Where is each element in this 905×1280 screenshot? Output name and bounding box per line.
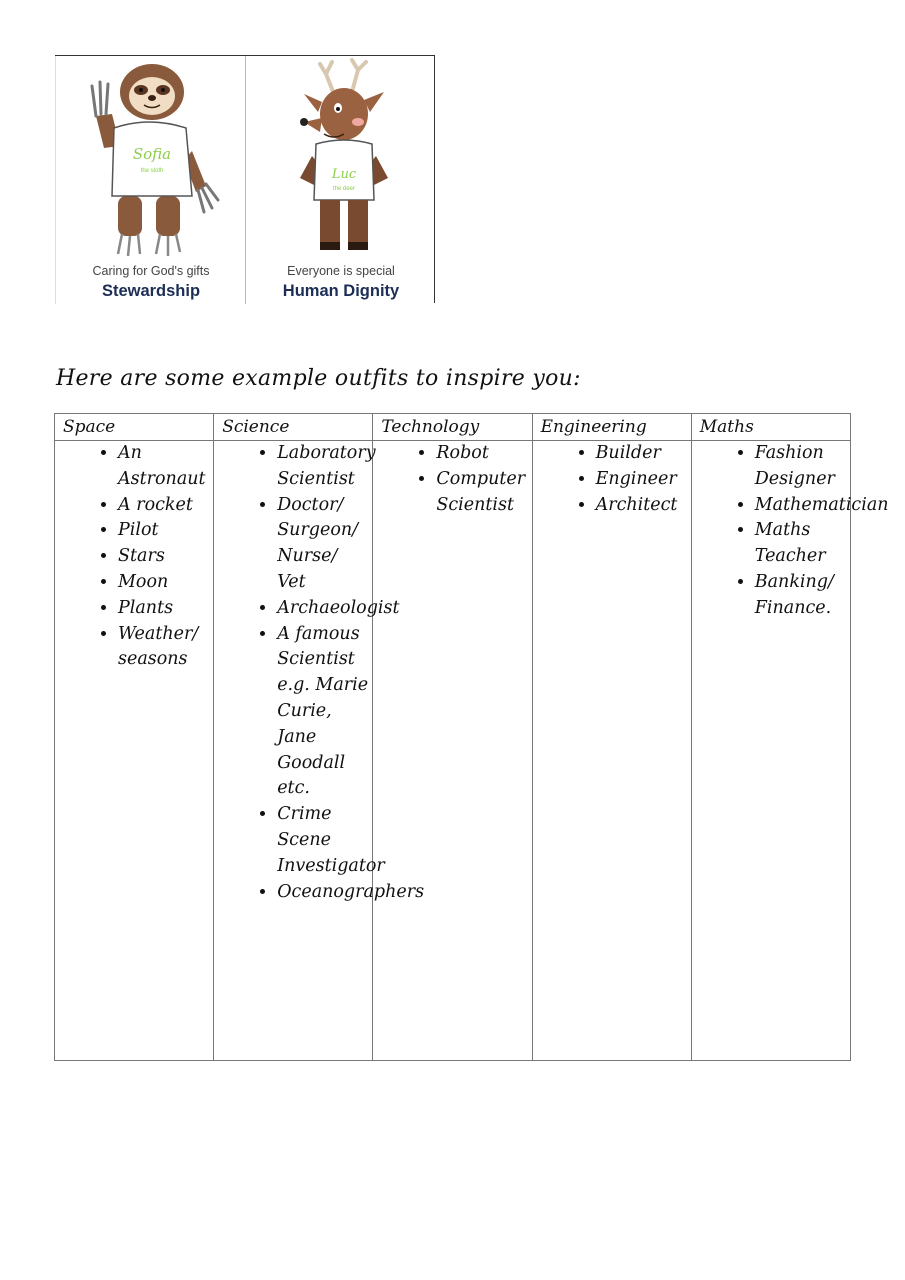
header-space: Space bbox=[55, 414, 214, 441]
list-item: • Doctor/ Surgeon/ Nurse/ Vet bbox=[277, 493, 368, 596]
science-list bbox=[214, 441, 425, 905]
cell-engineering bbox=[532, 441, 691, 1061]
list-item: • A famous Scientist e.g. Marie Curie, Jane Goodall etc. bbox=[277, 622, 368, 803]
list-item: • Computer Scientist bbox=[436, 467, 527, 519]
header-technology: Technology bbox=[373, 414, 532, 441]
deer-mascot-illustration bbox=[246, 56, 436, 261]
header-science: Science bbox=[214, 414, 373, 441]
list-item: • Architect bbox=[596, 493, 687, 519]
space-list bbox=[55, 441, 213, 673]
table-row bbox=[55, 441, 851, 1061]
sloth-shirt-subtitle: the sloth bbox=[140, 168, 164, 174]
human-dignity-panel bbox=[245, 56, 436, 304]
list-item: • Laboratory Scientist bbox=[277, 441, 368, 493]
human-dignity-caption: Everyone is special bbox=[287, 264, 395, 278]
list-item: • Fashion Designer bbox=[755, 441, 846, 493]
outfits-table bbox=[54, 413, 889, 1061]
list-item: • Archaeologist bbox=[277, 596, 368, 622]
stewardship-panel bbox=[55, 56, 246, 304]
list-item: • Banking/ Finance. bbox=[755, 570, 846, 622]
technology-list bbox=[373, 441, 531, 518]
list-item: • Plants bbox=[118, 596, 209, 622]
table-header-row bbox=[55, 414, 851, 441]
list-item: • Pilot bbox=[118, 518, 209, 544]
list-item: • Robot bbox=[436, 441, 527, 467]
header-engineering: Engineering bbox=[532, 414, 691, 441]
list-item: • A rocket bbox=[118, 493, 209, 519]
values-banner bbox=[55, 55, 435, 303]
maths-list bbox=[692, 441, 889, 622]
list-item: • Oceanographers bbox=[277, 880, 368, 906]
cell-maths bbox=[691, 441, 889, 1061]
stewardship-title: Stewardship bbox=[101, 282, 201, 300]
list-item: • Moon bbox=[118, 570, 209, 596]
list-item: • Stars bbox=[118, 544, 209, 570]
deer-shirt-subtitle: the deer bbox=[332, 186, 356, 192]
header-maths: Maths bbox=[691, 414, 850, 441]
list-item: • Crime Scene Investigator bbox=[277, 802, 368, 879]
stewardship-caption: Caring for God's gifts bbox=[92, 264, 210, 278]
cell-science bbox=[214, 441, 425, 1061]
list-item: • An Astronaut bbox=[118, 441, 209, 493]
deer-shirt-name: Luc bbox=[331, 167, 357, 182]
list-item: • Engineer bbox=[596, 467, 687, 493]
list-item: • Weather/ seasons bbox=[118, 622, 209, 674]
sloth-mascot-illustration bbox=[56, 56, 246, 261]
human-dignity-title: Human Dignity bbox=[282, 282, 400, 300]
cell-technology bbox=[373, 441, 532, 1061]
cell-space bbox=[55, 441, 214, 1061]
list-item: • Maths Teacher bbox=[755, 518, 846, 570]
list-item: • Mathematician bbox=[755, 493, 846, 519]
engineering-list bbox=[533, 441, 691, 518]
intro-heading: Here are some example outfits to inspire you: bbox=[56, 366, 581, 391]
list-item: • Builder bbox=[596, 441, 687, 467]
sloth-shirt-name: Sofia bbox=[132, 145, 172, 163]
